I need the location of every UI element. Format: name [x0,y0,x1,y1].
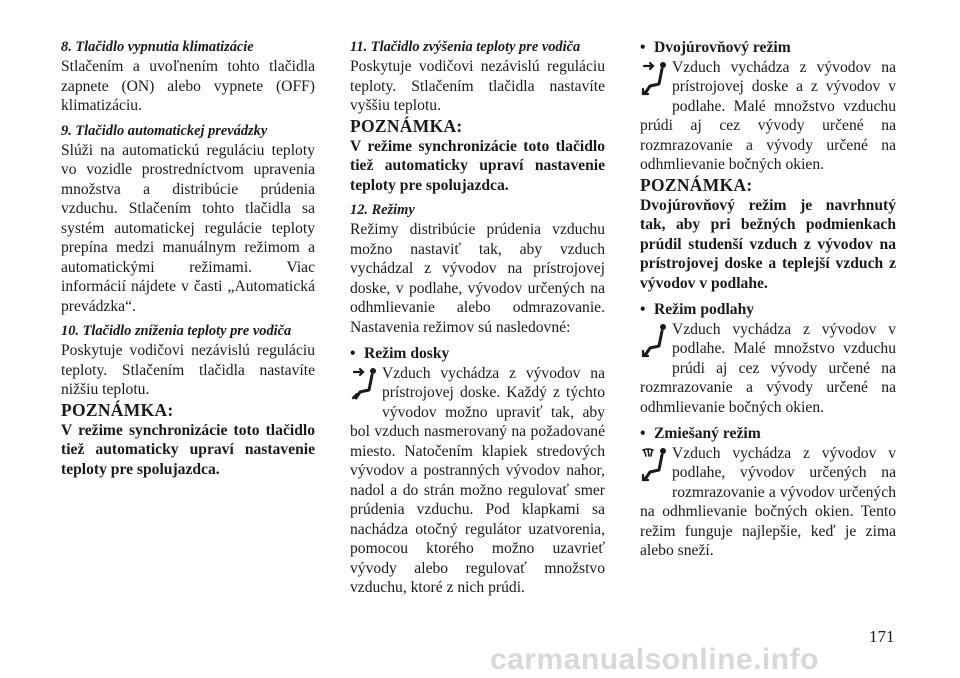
watermark-logo: carmanualsonline.info [490,643,819,676]
note-heading: POZNÁMKA: [640,174,753,195]
bullet-label: Režim podlahy [654,301,755,318]
bullet-floor-mode [640,300,896,320]
bullet-dot: • [640,39,646,56]
note-body: V režime synchronizácie toto tlačidlo tiež automaticky upraví nastavenie teploty pre spolujazdca. [61,421,315,478]
section-9-title: 9. Tlačidlo automatickej prevádzky [61,122,268,139]
panel-mode-description [350,364,605,598]
section-11-title: 11. Tlačidlo zvýšenia teploty pre vodiča [350,39,581,55]
panel-mode-icon [350,366,378,406]
bullet-body: Vzduch vychádza z vývodov v podlahe. Malé množstvo vzduchu prúdi aj cez vývody určené na rozmrazovanie a vývody určené na odhmlievanie bočných okien. [640,320,896,416]
bullet-label: Zmiešaný režim [654,425,761,442]
floor-mode-icon [640,322,668,362]
section-12-body: Režimy distribúcie prúdenia vzduchu možno nastaviť tak, aby vzduch vychádzal z vývodov na prístrojovej doske, v podlahe, vývodov určených na odhmlievanie alebo odmrazovanie. Nastavenia režimov sú nasledovné: [350,221,605,336]
column-right [640,38,896,561]
note-body: V režime synchronizácie toto tlačidlo tiež automaticky upraví nastavenie teploty pre spolujazdca. [350,137,605,194]
bullet-dot: • [350,345,356,362]
page-number: 171 [869,627,895,646]
bullet-body: Vzduch vychádza z vývodov v podlahe, vývodov určených na rozmrazovanie a vývodov určených na odhmlievanie bočných okien. Tento režim funguje najlepšie, keď je zima alebo sneží. [640,444,896,559]
column-middle [350,38,605,598]
note-heading: POZNÁMKA: [350,115,463,136]
bullet-label: Režim dosky [364,345,450,362]
column-left [61,38,315,479]
bullet-label: Dvojúrovňový režim [654,39,791,56]
bullet-dot: • [640,301,646,318]
bullet-body: Vzduch vychádza z vývodov na prístrojovej doske a z vývodov v podlahe. Malé množstvo vzduchu prúdi aj cez vývody určené na rozmrazovanie a vývody určené na odhmlievanie bočných okien. [640,58,896,173]
bilevel-mode-icon [640,60,668,100]
section-10-body: Poskytuje vodičovi nezávislú reguláciu teploty. Stlačením tlačidla nastavíte nižšiu teplotu. [61,342,315,398]
floor-mode-description [640,320,896,418]
section-11-body: Poskytuje vodičovi nezávislú reguláciu teploty. Stlačením tlačidla nastavíte vyššiu teplotu. [350,58,605,114]
section-8-title: 8. Tlačidlo vypnutia klimatizácie [61,39,254,55]
bullet-dot: • [640,425,646,442]
section-9-body: Slúži na automatickú reguláciu teploty vo vozidle prostredníctvom upravenia množstva a distribúcie prúdenia vzduchu. Stlačením tohto tlačidla sa systém automatickej regulácie teploty prepína medzi manuálnym režimom a automatickými režimami. Viac informácií nájdete v časti „Automatická prevádzka“. [61,141,315,315]
section-12-title: 12. Režimy [350,202,415,218]
note-body: Dvojúrovňový režim je navrhnutý tak, aby pri bežných podmienkach prúdil studenší vzduch z vývodov na prístrojovej doske a teplejší vzduch z vývodov v podlahe. [640,196,896,292]
bilevel-mode-description [640,58,896,175]
bullet-bilevel-mode [640,38,896,58]
section-10-title: 10. Tlačidlo zníženia teploty pre vodiča [61,323,292,339]
section-8-body: Stlačením a uvoľnením tohto tlačidla zapnete (ON) alebo vypnete (OFF) klimatizáciu. [61,58,315,114]
bullet-panel-mode [350,344,605,364]
note-heading: POZNÁMKA: [61,399,174,420]
bullet-mix-mode [640,424,896,444]
mix-mode-description [640,444,896,561]
bullet-body: Vzduch vychádza z vývodov na prístrojovej doske. Každý z týchto vývodov možno upraviť tak, aby bol vzduch nasmerovaný na požadované miesto. Natočením klapiek stredových vývodov a postranných vývodov nahor, nadol a do strán možno regulovať smer prúdenia vzduchu. Pod klapkami sa nachádza otočný regulátor uzatvorenia, pomocou ktorého možno uzavrieť vývody alebo regulovať množstvo vzduchu, ktoré z nich prúdi. [350,364,605,596]
mix-mode-icon [640,446,668,486]
